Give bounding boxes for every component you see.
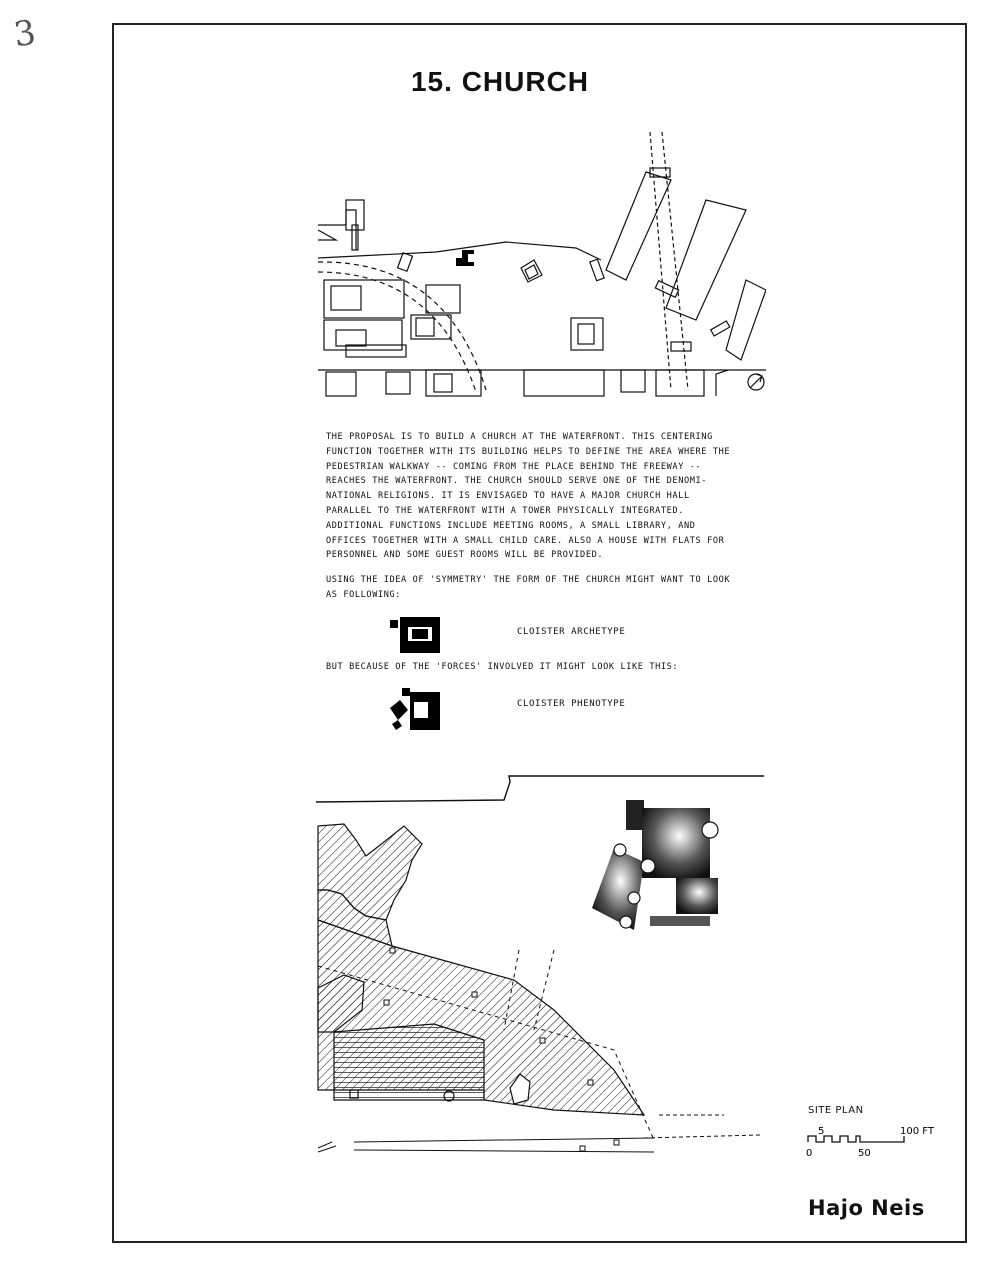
context-map (316, 130, 766, 400)
cloister-archetype-glyph (390, 617, 442, 653)
scale-label-100: 100 FT (900, 1126, 934, 1137)
cloister-archetype-label: CLOISTER ARCHETYPE (517, 627, 626, 637)
forces-paragraph: BUT BECAUSE OF THE 'FORCES' INVOLVED IT MIGHT LOOK LIKE THIS: (326, 662, 679, 672)
site-plan-label: SITE PLAN (808, 1105, 864, 1116)
scale-label-0: 0 (806, 1148, 813, 1159)
scale-bar (806, 1122, 936, 1160)
cloister-phenotype-label: CLOISTER PHENOTYPE (517, 699, 626, 709)
scale-label-5: 5 (818, 1126, 825, 1137)
page-title: 15. CHURCH (410, 66, 590, 97)
handwritten-page-mark: 3 (11, 12, 39, 56)
symmetry-paragraph: USING THE IDEA OF 'SYMMETRY' THE FORM OF THE CHURCH MIGHT WANT TO LOOK AS FOLLOWING: (326, 575, 731, 600)
site-plan-drawing (314, 770, 766, 1160)
cloister-phenotype-glyph (388, 688, 442, 730)
scale-label-50: 50 (858, 1148, 871, 1159)
author-name: Hajo Neis (808, 1196, 925, 1220)
proposal-paragraph: THE PROPOSAL IS TO BUILD A CHURCH AT THE WATERFRONT. THIS CENTERING FUNCTION TOGETHER WITH ITS BUILDING HELPS TO DEFINE THE AREA WHERE THE PEDESTRIAN WALKWAY -- COMING FROM THE PLACE BEHIND THE FREEWAY -- REACHES THE WATERFRONT. THE CHURCH SHOULD SERVE ONE OF THE DENOMI- NATIONAL RELIGIONS. IT IS ENVISAGED TO HAVE A MAJOR CHURCH HALL PARALLEL TO THE WATERFRONT WITH A TOWER PHYSICALLY INTEGRATED. ADDITIONAL FUNCTIONS INCLUDE MEETING ROOMS, A SMALL LIBRARY, AND OFFICES TOGETHER WITH A SMALL CHILD CARE. ALSO A HOUSE WITH FLATS FOR PERSONNEL AND SOME GUEST ROOMS WILL BE PROVIDED. (326, 432, 731, 561)
